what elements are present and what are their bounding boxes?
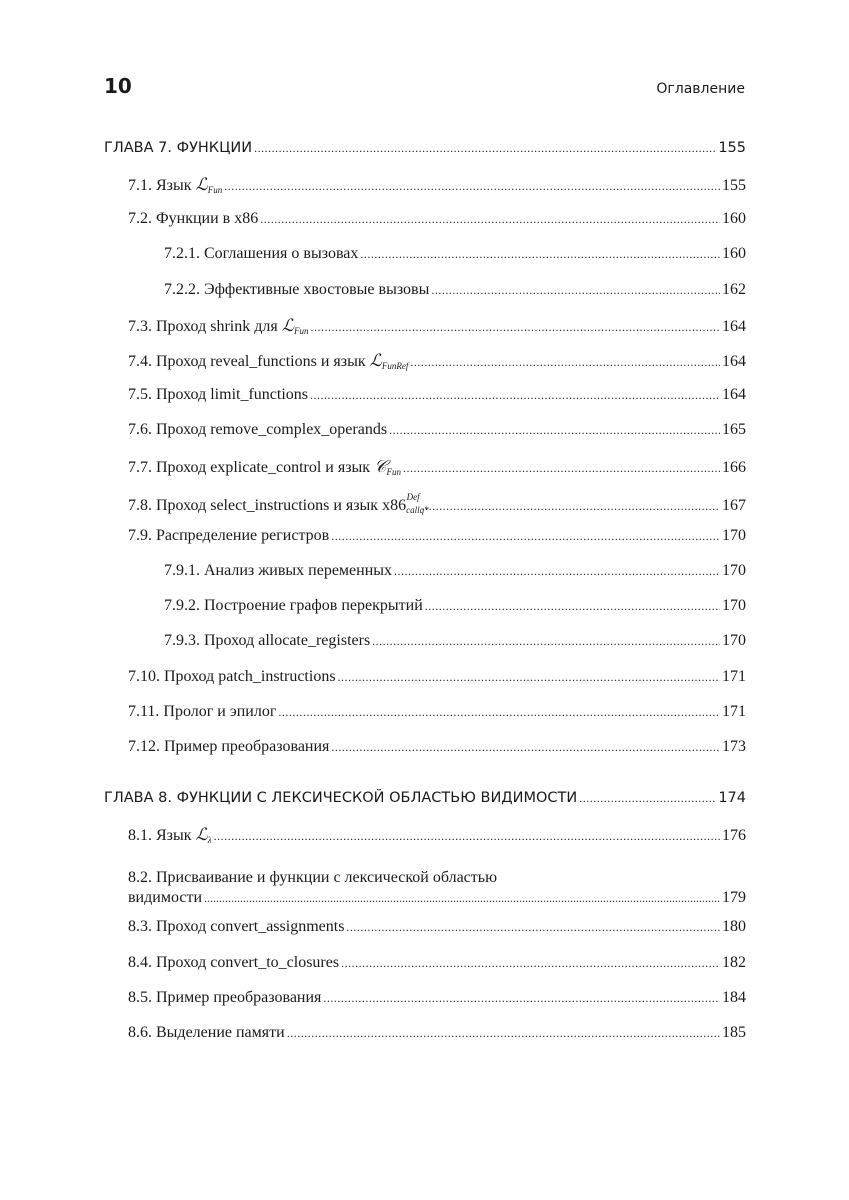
language-symbol: ℒ bbox=[369, 350, 382, 370]
toc-entry-7-9[interactable] bbox=[104, 527, 746, 562]
leader-dots bbox=[224, 177, 720, 195]
toc-entry-7-2-1[interactable] bbox=[104, 245, 746, 280]
entry-label: 7.2.2. Эффективные хвостовые вызовы bbox=[164, 280, 430, 298]
leader-dots bbox=[254, 140, 716, 156]
leader-dots bbox=[431, 281, 720, 299]
toc-chapter-8[interactable] bbox=[104, 790, 746, 825]
leader-dots bbox=[214, 827, 720, 845]
toc-entry-7-2-2[interactable] bbox=[104, 281, 746, 316]
entry-label-line1: 8.2. Присваивание и функции с лексической областью bbox=[128, 869, 498, 887]
entry-label: 7.2. Функции в x86 bbox=[128, 210, 259, 228]
leader-dots bbox=[204, 888, 720, 908]
page-ref: 165 bbox=[722, 421, 746, 439]
leader-dots bbox=[338, 668, 720, 686]
language-symbol: ℒ bbox=[195, 825, 208, 845]
page-ref: 170 bbox=[722, 562, 746, 580]
leader-dots bbox=[360, 245, 720, 263]
toc-entry-7-1[interactable] bbox=[104, 175, 746, 210]
toc-entry-8-2[interactable] bbox=[104, 860, 746, 918]
page-ref: 179 bbox=[722, 889, 746, 907]
page-ref: 185 bbox=[722, 1023, 746, 1041]
toc-entry-8-4[interactable] bbox=[104, 954, 746, 989]
toc-entry-8-3[interactable] bbox=[104, 918, 746, 953]
toc-entry-7-12[interactable] bbox=[104, 738, 746, 773]
leader-dots bbox=[310, 318, 720, 336]
page-ref: 170 bbox=[722, 597, 746, 615]
entry-label: 7.2.1. Соглашения о вызовах bbox=[164, 245, 359, 263]
table-of-contents bbox=[104, 140, 746, 1059]
chapter-gap bbox=[104, 773, 746, 790]
subscript: Fun bbox=[293, 325, 309, 336]
entry-label: 7.10. Проход patch_instructions bbox=[128, 667, 336, 685]
toc-entry-8-1[interactable] bbox=[104, 825, 746, 860]
page-ref: 176 bbox=[722, 827, 746, 845]
leader-dots bbox=[372, 632, 720, 650]
page-ref: 167 bbox=[722, 496, 746, 514]
toc-entry-7-7[interactable] bbox=[104, 457, 746, 492]
leader-dots bbox=[394, 562, 720, 580]
leader-dots bbox=[323, 989, 720, 1007]
page-ref: 164 bbox=[722, 386, 746, 404]
language-symbol: ℒ bbox=[281, 315, 294, 335]
entry-label: 8.4. Проход convert_to_closures bbox=[128, 953, 340, 971]
page-ref: 166 bbox=[722, 458, 746, 476]
leader-dots bbox=[310, 386, 720, 404]
chapter-title: ГЛАВА 8. ФУНКЦИИ С ЛЕКСИЧЕСКОЙ ОБЛАСТЬЮ ВИДИМОСТИ bbox=[104, 790, 578, 807]
toc-entry-7-9-1[interactable] bbox=[104, 562, 746, 597]
toc-entry-7-4[interactable] bbox=[104, 351, 746, 386]
toc-entry-7-6[interactable] bbox=[104, 421, 746, 456]
page-ref: 171 bbox=[722, 702, 746, 720]
superscript: Def bbox=[406, 491, 420, 502]
entry-label: 8.5. Пример преобразования bbox=[128, 988, 322, 1006]
entry-label: 7.6. Проход remove_complex_operands bbox=[128, 421, 388, 439]
entry-label: 7.5. Проход limit_functions bbox=[128, 386, 308, 404]
page-ref: 180 bbox=[722, 918, 746, 936]
page-ref: 182 bbox=[722, 953, 746, 971]
toc-entry-7-5[interactable] bbox=[104, 386, 746, 421]
language-symbol: ℒ bbox=[195, 175, 208, 194]
leader-dots bbox=[422, 497, 720, 515]
entry-label: 7.9.3. Проход allocate_registers bbox=[164, 632, 371, 650]
leader-dots bbox=[346, 918, 720, 936]
page-ref: 184 bbox=[722, 988, 746, 1006]
toc-chapter-7[interactable] bbox=[104, 140, 746, 175]
leader-dots bbox=[287, 1024, 720, 1042]
toc-entry-7-3[interactable] bbox=[104, 316, 746, 351]
subscript: FunRef bbox=[381, 360, 409, 371]
page-number: 10 bbox=[104, 74, 132, 98]
leader-dots bbox=[278, 703, 720, 721]
page-ref: 160 bbox=[722, 245, 746, 263]
page-ref: 170 bbox=[722, 526, 746, 544]
subscript: Fun bbox=[207, 185, 223, 195]
subscript: Fun bbox=[386, 466, 401, 477]
subscript: callq* bbox=[406, 504, 429, 515]
entry-label: 8.3. Проход convert_assignments bbox=[128, 918, 345, 936]
entry-label: 8.1. Язык bbox=[128, 827, 196, 845]
leader-dots bbox=[579, 790, 716, 806]
page-ref: 174 bbox=[718, 790, 746, 807]
page-ref: 155 bbox=[718, 140, 746, 156]
page-ref: 162 bbox=[722, 280, 746, 298]
entry-label: 7.12. Пример преобразования bbox=[128, 738, 330, 755]
entry-label: 7.1. Язык bbox=[128, 177, 196, 194]
chapter-title: ГЛАВА 7. ФУНКЦИИ bbox=[104, 140, 253, 156]
leader-dots bbox=[341, 954, 720, 972]
entry-label: 7.7. Проход explicate_control и язык bbox=[128, 458, 375, 476]
leader-dots bbox=[403, 459, 720, 477]
leader-dots bbox=[331, 527, 720, 545]
toc-entry-7-11[interactable] bbox=[104, 703, 746, 738]
leader-dots bbox=[331, 738, 720, 756]
entry-label: 7.9.2. Построение графов перекрытий bbox=[164, 597, 423, 615]
page-ref: 171 bbox=[722, 667, 746, 685]
page-ref: 164 bbox=[722, 352, 746, 370]
toc-entry-7-2[interactable] bbox=[104, 210, 746, 245]
toc-entry-7-8[interactable] bbox=[104, 492, 746, 527]
page-ref: 155 bbox=[722, 177, 746, 194]
page-ref: 160 bbox=[722, 210, 746, 228]
toc-entry-8-6[interactable] bbox=[104, 1024, 746, 1059]
entry-label: 7.9.1. Анализ живых переменных bbox=[164, 562, 393, 580]
language-symbol: 𝒞 bbox=[374, 456, 387, 476]
toc-entry-7-9-2[interactable] bbox=[104, 597, 746, 632]
toc-entry-8-5[interactable] bbox=[104, 989, 746, 1024]
entry-label: 7.11. Пролог и эпилог bbox=[128, 702, 277, 720]
entry-label: 7.9. Распределение регистров bbox=[128, 526, 330, 544]
page-ref: 164 bbox=[722, 317, 746, 335]
toc-entry-7-10[interactable] bbox=[104, 668, 746, 703]
running-header: Оглавление bbox=[656, 81, 745, 97]
entry-label: 8.6. Выделение памяти bbox=[128, 1023, 285, 1041]
toc-entry-7-9-3[interactable] bbox=[104, 632, 746, 667]
leader-dots bbox=[410, 353, 720, 371]
leader-dots bbox=[260, 210, 720, 228]
page-ref: 170 bbox=[722, 632, 746, 650]
entry-label: 7.4. Проход reveal_functions и язык bbox=[128, 352, 370, 370]
page-ref: 173 bbox=[722, 738, 746, 755]
leader-dots bbox=[389, 421, 720, 439]
entry-label: 7.3. Проход shrink для bbox=[128, 317, 282, 335]
leader-dots bbox=[425, 597, 720, 615]
subscript: λ bbox=[207, 835, 212, 846]
entry-label-line2: видимости bbox=[128, 889, 202, 907]
entry-label: 7.8. Проход select_instructions и язык x86 bbox=[128, 496, 407, 514]
